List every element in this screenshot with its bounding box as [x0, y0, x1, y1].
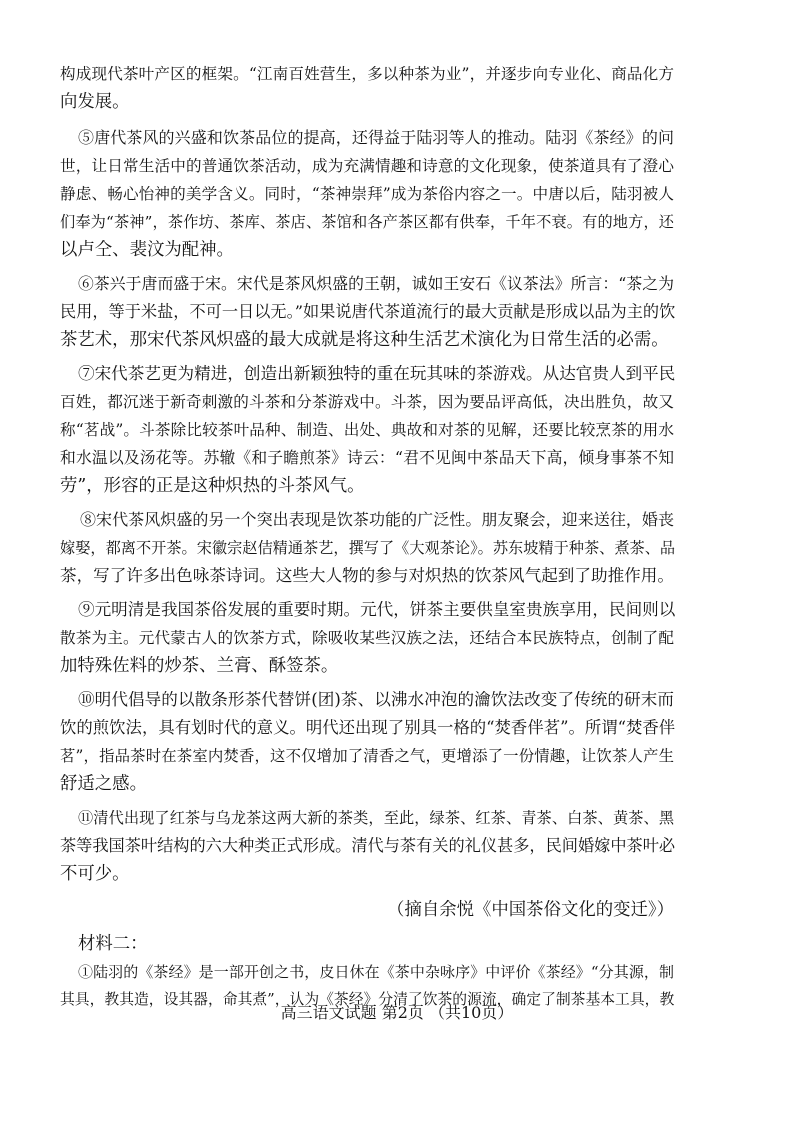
paragraph-10-line: 茗”，指品茶时在茶室内焚香，这不仅增加了清香之气，更增添了一份情趣，让饮茶人产生: [60, 747, 674, 765]
paragraph-6-line: 民用，等于米盐，不可一日以无。”如果说唐代茶道流行的最大贡献是形成以品为主的饮: [60, 302, 676, 321]
paragraph-5-line: ⑤唐代茶风的兴盛和饮茶品位的提高，还得益于陆羽等人的推动。陆羽《茶经》的问: [78, 128, 674, 147]
paragraph-9-line: ⑨元明清是我国茶俗发展的重要时期。元代，饼茶主要供皇室贵族享用，民间则以: [78, 600, 676, 619]
paragraph-7-line: 和水温以及汤花等。苏辙《和子瞻煎茶》诗云：“君不见闽中茶品天下高，倾身事茶不知: [60, 448, 674, 467]
paragraph-11-line: ⑪清代出现了红茶与乌龙茶这两大新的茶类，至此，绿茶、红茶、青茶、白茶、黄茶、黑: [78, 809, 674, 827]
text-line: 构成现代茶叶产区的框架。“江南百姓营生，多以种茶为业”，并逐步向专业化、商品化方: [60, 65, 674, 83]
paragraph-5-line: 静虑、畅心怡神的美学含义。同时，“茶神崇拜”成为茶俗内容之一。中唐以后，陆羽被人: [60, 185, 674, 203]
material-two-heading: 材料二：: [78, 934, 148, 954]
paragraph-9-line: 散茶为主。元代蒙古人的饮茶方式，除吸收某些汉族之法，还结合本民族特点，创制了配: [60, 629, 674, 647]
paragraph-9-line: 加特殊佐料的炒茶、兰膏、酥签茶。: [60, 656, 339, 676]
material-two-line: ①陆羽的《茶经》是一部开创之书，皮日休在《茶中杂咏序》中评价《茶经》“分其源，制: [78, 963, 674, 981]
paragraph-6-line: ⑥茶兴于唐而盛于宋。宋代是茶风炽盛的王朝，诚如王安石《议茶法》所言：“茶之为: [78, 274, 674, 293]
paragraph-11-line: 不可少。: [60, 864, 130, 884]
paragraph-5-line: 以卢仝、裴汶为配神。: [60, 240, 234, 260]
paragraph-10-line: ⑩明代倡导的以散条形茶代替饼(团)茶、以沸水冲泡的瀹饮法改变了传统的研末而: [78, 690, 674, 709]
paragraph-7-line: ⑦宋代茶艺更为精进，创造出新颖独特的重在玩其味的茶游戏。从达官贵人到平民: [78, 364, 676, 383]
paragraph-5-line: 们奉为“茶神”，茶作坊、茶库、茶店、茶馆和各产茶区都有供奉，千年不衰。有的地方，还: [60, 213, 674, 231]
paragraph-8-line: ⑧宋代茶风炽盛的另一个突出表现是饮茶功能的广泛性。朋友聚会，迎来送往，婚丧: [80, 510, 674, 529]
page-footer: 高三语文试题 第2页 （共10页）: [280, 1003, 514, 1022]
paragraph-5-line: 世，让日常生活中的普通饮茶活动，成为充满情趣和诗意的文化现象，使茶道具有了澄心: [60, 157, 674, 175]
paragraph-8-line: 茶，写了许多出色咏茶诗词。这些大人物的参与对炽热的饮茶风气起到了助推作用。: [60, 566, 674, 585]
paragraph-7-line: 称“茗战”。斗茶除比较茶叶品种、制造、出处、典故和对茶的见解，还要比较烹茶的用水: [60, 421, 674, 439]
paragraph-10-line: 舒适之感。: [60, 774, 147, 794]
paragraph-11-line: 茶等我国茶叶结构的六大种类正式形成。清代与茶有关的礼仪甚多，民间婚嫁中茶叶必: [60, 836, 676, 855]
source-citation: （摘自余悦《中国茶俗文化的变迁》）: [387, 900, 674, 920]
material-two-line: 其具，教其造，设其器，命其煮”，认为《茶经》分清了饮茶的源流，确定了制茶基本工具，教: [60, 991, 675, 1008]
paragraph-10-line: 饮的煎饮法，具有划时代的意义。明代还出现了别具一格的“焚香伴茗”。所谓“焚香伴: [60, 718, 676, 737]
text-line: 向发展。: [60, 92, 130, 112]
paragraph-8-line: 嫁娶，都离不开茶。宋徽宗赵佶精通茶艺，撰写了《大观茶论》。苏东坡精于种茶、煮茶、品: [60, 539, 676, 557]
paragraph-6-line: 茶艺术，那宋代茶风炽盛的最大成就是将这种生活艺术演化为日常生活的必需。: [60, 330, 669, 350]
paragraph-7-line: 百姓，都沉迷于新奇刺激的斗茶和分茶游戏中。斗茶，因为要品评高低，决出胜负，故又: [60, 393, 674, 411]
paragraph-7-line: 劳”，形容的正是这种炽热的斗茶风气。: [60, 476, 365, 496]
